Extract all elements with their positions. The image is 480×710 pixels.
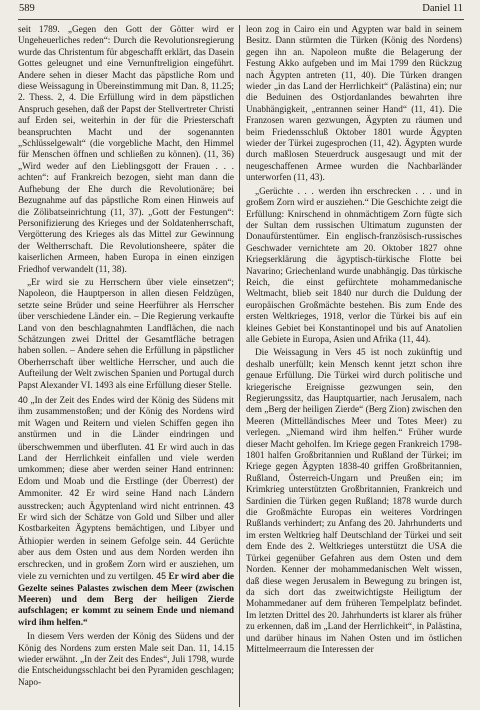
- commentary-paragraph: In diesem Vers werden der König des Südens und der König des Nordens zum ersten Male seit Dan. 11, 14.15 wieder erwähnt. „In der Zeit des Endes“, Juli 1798, wurde die Entscheidungsschlacht bei den Pyramiden geschlagen; Napo-: [18, 632, 234, 688]
- commentary-paragraph: „Er wird sie zu Herrschern über viele einsetzen“; Napoleon, die Hauptperson in allen diesen Feldzügen, setzte seine Brüder und seine Heerführer als Herrscher über verschiedene Länder ein. – Die Regierung verkaufte Land von den beschlagnahmten Landflächen, die nach Schätzungen zwei Drittel der Gesamtfläche betragen haben sollen. – Andere sehen die Erfüllung in päpstlicher Oberherrschaft über weltliche Herrscher, und auch die Aufteilung der Welt zwischen Spanien und Portugal durch Papst Alexander VI. 1493 als eine Erfüllung dieser Stelle.: [18, 277, 234, 391]
- verse-number: 40: [18, 395, 28, 405]
- right-column: [246, 25, 462, 705]
- page-number: 589: [19, 3, 35, 14]
- header-rule: [18, 19, 464, 20]
- verse-text: Er wird seine Hand nach Ländern ausstrecken; auch Ägyptenland wird nicht entrinnen.: [18, 489, 234, 512]
- running-head: Daniel 11: [422, 3, 463, 14]
- commentary-paragraph: seit 1789. „Gegen den Gott der Götter wird er Ungeheuerliches reden“: Durch die Revolutionsregierung wurde das Christentum für abgeschafft erklärt, das Dasein Gottes geleugnet und eine Vernunftreligion eingeführt. Andere sehen in dieser Macht das päpstliche Rom und diese Weissagung in Übereinstimmung mit Dan. 8, 11.25; 2. Thess. 2, 4. Die Erfüllung wird in dem päpstlichen Anspruch gesehen, daß der Papst der Stellvertreter Christi auf Erden sei, weiterhin in der für die Priesterschaft beanspruchten Macht und der sogenannten „Schlüsselgewalt“ (die vorgebliche Macht, den Himmel für Menschen öffnen und schließen zu können). (11, 36) „Wird weder auf den Lieblingsgott der Frauen . . . achten“: auf Frankreich bezogen, sieht man dann die Aufhebung der Ehe durch die Revolutionäre; bei Bezugnahme auf das päpstliche Rom einen Hinweis auf die Zölibatseinrichtung (11, 37). „Gott der Festungen“: Personifizierung des Krieges und der Soldatenherrschaft, Vergötterung des Krieges als das Mittel zur Gewinnung der Weltherrschaft. Die Revolutionsheere, später die kaiserlichen Armeen, haben Europa in einen einzigen Friedhof verwandelt (11, 38).: [18, 25, 234, 275]
- verse-number: 42: [69, 488, 80, 499]
- commentary-paragraph: Die Weissagung in Vers 45 ist noch zukünftig und deshalb unerfüllt; kein Mensch kennt jetzt schon ihre genaue Erfüllung. Die Türkei wird durch politische und kriegerische Ereignisse gezwungen sein, den Regierungssitz, das Hauptquartier, nach Jerusalem, nach dem „Berg der heiligen Zierde“ (Berg Zion) zwischen den Meeren (Mittelländisches Meer und Totes Meer) zu verlegen. „Niemand wird ihm helfen.“ Früher wurde dieser Macht geholfen. Im Kriege gegen Frankreich 1798-1801 halfen Großbritannien und Rußland der Türkei; im Kriege gegen Ägypten 1838-40 griffen Großbritannien, Rußland, Österreich-Ungarn und Preußen ein; im Krimkrieg unterstützten Großbritannien, Frankreich und Sardinien die Türken gegen Rußland; 1878 wurde durch die Großmächte Europas ein weiteres Vordringen Rußlands verhindert; zu Anfang des 20. Jahrhunderts und im ersten Weltkrieg half Deutschland der Türkei und seit dem Ende des 2. Weltkrieges unterstützt die USA die Türkei gegenüber Gefahren aus dem Osten und dem Norden. Kenner der mohammedanischen Welt wissen, daß diese wegen Jerusalem in Bewegung zu bringen ist, da sich dort das zweitwichtigste Heiligtum der Mohammedaner auf dem früheren Tempelplatz befindet. Im letzten Drittel des 20. Jahrhunderts ist klarer als früher zu erkennen, daß im „Land der Herrlichkeit“, in Palästina, und darüber hinaus im Nahen Osten und im östlichen Mittelmeerraum die Interessen der: [246, 348, 462, 655]
- verse-number: 43: [224, 500, 234, 511]
- verse-text: Er wird aber die Gezelte seines Palastes zwischen dem Meer (zwischen Meeren) und dem Berg der heiligen Zierde aufschlagen; er kommt zu seinem Ende und niemand wird ihm helfen.“: [18, 572, 234, 628]
- verse-number: 41: [144, 441, 155, 452]
- verse-text: Er wird auch in das Land der Herrlichkeit einfallen und viele werden umkommen; diese aber werden seiner Hand entrinnen: Edom und Moab und die Erstlinge (der Überrest) der Ammoniter.: [18, 442, 234, 500]
- verse-text: „In der Zeit des Endes wird der König des Südens mit ihm zusammenstoßen; und der König des Nordens wird mit Wagen und Reitern und vielen Schiffen gegen ihn anstürmen und in die Länder eindringen und überschwemmen und überfluten.: [18, 396, 234, 453]
- verse-number: 44: [186, 535, 196, 546]
- verse-text: Gerüchte aber aus dem Osten und aus dem Norden werden ihn erschrecken, und in großem Zorn wird er ausziehen, um viele zu vernichten und zu vertilgen.: [18, 536, 234, 583]
- left-column: [18, 25, 234, 705]
- column-divider: [239, 25, 240, 707]
- scripture-passage: [18, 395, 234, 629]
- commentary-paragraph: leon zog in Cairo ein und Ägypten war bald in seinem Besitz. Dann stürmten die Türken (König des Nordens) gegen ihn an. Napoleon mußte die Belagerung der Festung Akko aufgeben und im Mai 1799 den Rückzug nach Ägypten antreten (11, 40). Die Türken drangen wieder „in das Land der Herrlichkeit“ (Palästina) ein; nur die Beduinen des Ostjordanlandes bewahrten ihre Unabhängigkeit, „entrannen seiner Hand“ (11, 41). Die Franzosen waren gezwungen, Ägypten zu räumen und beim Friedensschluß Oktober 1801 wurde Ägypten wieder der Türkei zugesprochen (11, 42). Ägypten wurde durch maßlosen Steuerdruck ausgesaugt und mit der neugeschaffenen Armee wurden die Nachbarländer unterworfen (11, 43).: [246, 25, 462, 184]
- verse-number: 45: [156, 571, 166, 582]
- verse-text: Er wird sich der Schätze von Gold und Silber und aller Kostbarkeiten Ägyptens bemächtigen, und Libyer und Äthiopier werden in seinem Gefolge sein.: [18, 513, 234, 547]
- commentary-paragraph: „Gerüchte . . . werden ihn erschrecken . . . und in großem Zorn wird er ausziehen.“ Die Geschichte zeigt die Erfüllung: Knirschend in ohnmächtigem Zorn fügte sich der Sultan dem russischen Ultimatum zugunsten der Donaufürstentümer. Ein englisch-französisch-russisches Geschwader vernichtete am 20. Oktober 1827 ohne Kriegserklärung die ägyptisch-türkische Flotte bei Navarino; Griechenland wurde unabhängig. Das türkische Reich, die einst gefürchtete mohammedanische Weltmacht, blieb seit 1840 nur durch die Duldung der europäischen Großmächte bestehen. Bis zum Ende des ersten Weltkrieges, 1918, verlor die Türkei bis auf ein kleines Gebiet bei Konstantinopel und bis auf Anatolien alle Gebiete in Europa, Asien und Afrika (11, 44).: [246, 186, 462, 345]
